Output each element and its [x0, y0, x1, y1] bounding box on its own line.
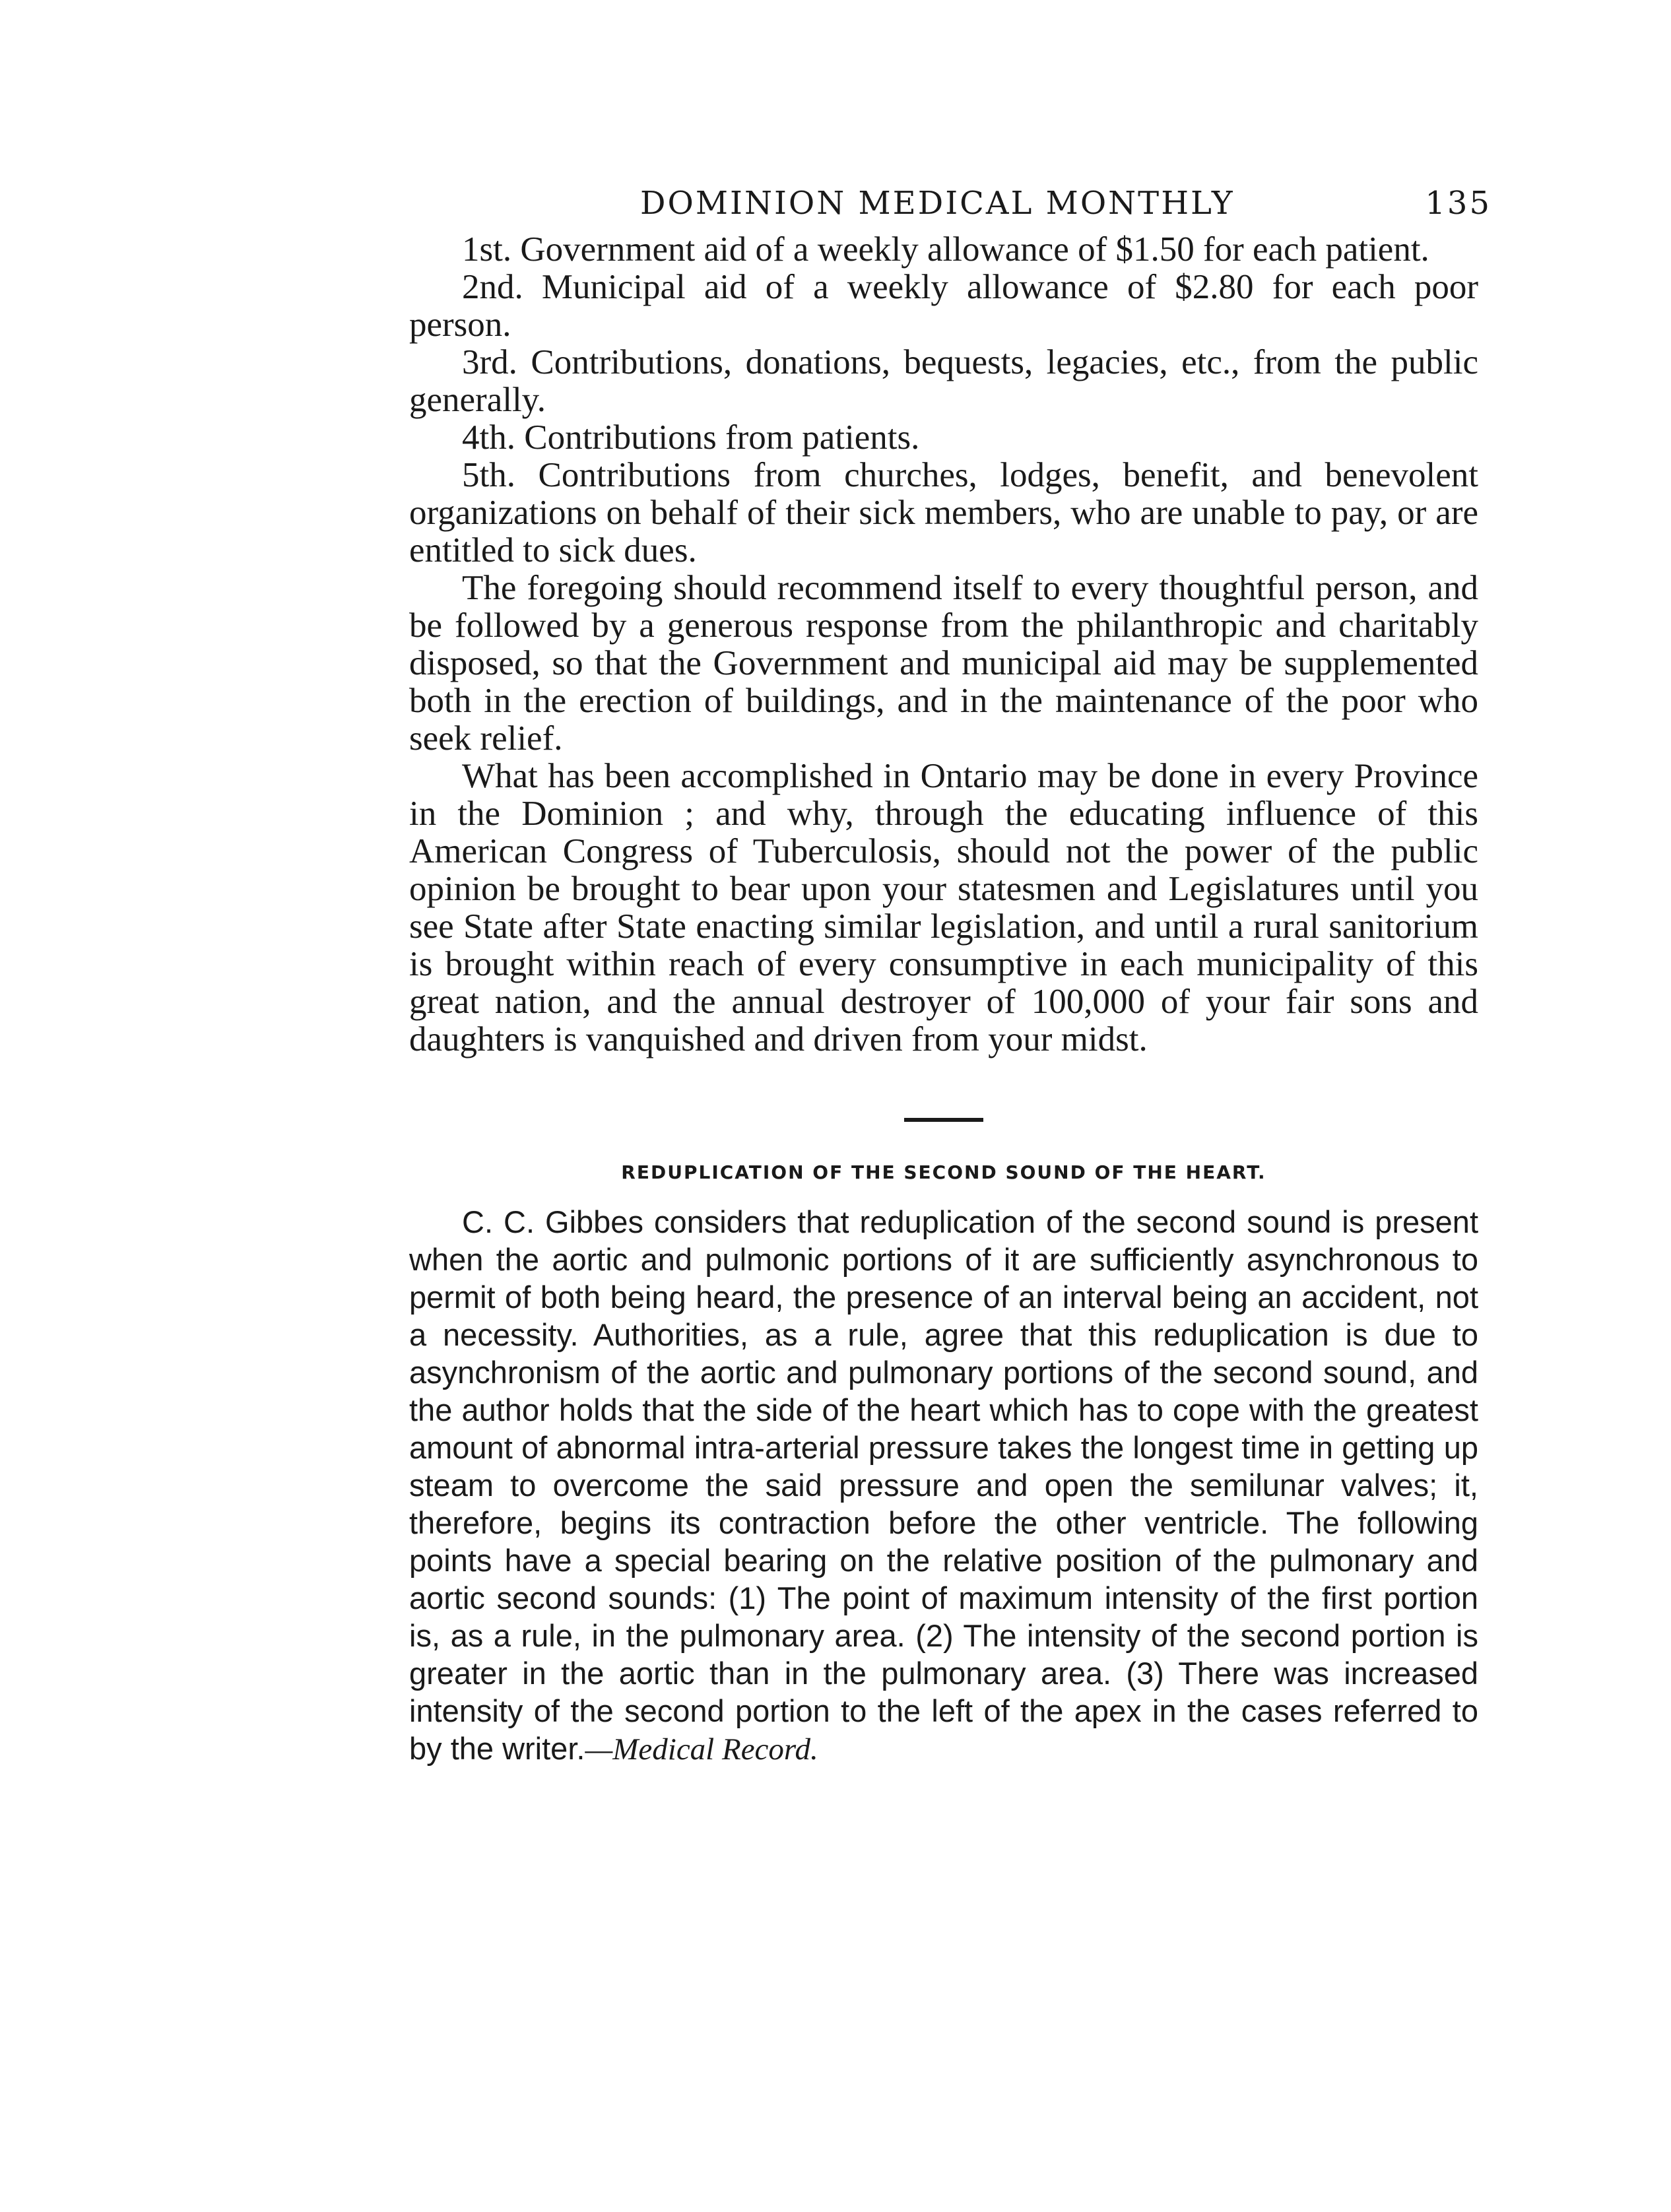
funding-item-4: 4th. Contributions from patients. [462, 418, 920, 457]
journal-title: DOMINION MEDICAL MONTHLY [640, 185, 1235, 222]
funding-item-2: 2nd. Municipal aid of a weekly allowance of $2.80 for each poor person. [409, 268, 1478, 344]
article-body [409, 1203, 1478, 1769]
article-source: —Medical Record. [585, 1732, 818, 1767]
funding-item-1: 1st. Government aid of a weekly allowance of $1.50 for each patient. [462, 230, 1429, 269]
paragraph-recommendation: The foregoing should recommend itself to every thoughtful person, and be followed by a generous response from the philanthropic and charitably disposed, so that the Government and municipal aid may be supplemented both in the erection of buildings, and in the maintenance of the poor who seek relief. [409, 569, 1478, 758]
article-body-text: C. C. Gibbes considers that reduplication of the second sound is present when the aortic and pulmonic portions of it are sufficiently asynchronous to permit of both being heard, the presence of an interval being an accident, not a necessity. Authorities, as a rule, agree that this reduplication is due to asynchronism of the aortic and pulmonary portions of the second sound, and the author holds that the side of the heart which has to cope with the greatest amount of abnormal intra-arterial pressure takes the longest time in getting up steam to overcome the said pressure and open the semilunar valves; it, therefore, begins its contraction before the other ventricle. The following points have a special bearing on the relative position of the pulmonary and aortic second sounds: (1) The point of maximum intensity of the first portion is, as a rule, in the pulmonary area. (2) The intensity of the second portion is greater in the aortic than in the pulmonary area. (3) There was increased intensity of the second portion to the left of the apex in the cases referred to by the writer. [409, 1204, 1478, 1766]
document-page [409, 185, 1491, 1769]
article-heading: REDUPLICATION OF THE SECOND SOUND OF THE HEART. [621, 1161, 1266, 1183]
running-header [409, 185, 1491, 231]
page-number: 135 [1425, 185, 1491, 222]
funding-item-5: 5th. Contributions from churches, lodges, benefit, and benevolent organizations on behalf of their sick members, who are unable to pay, or are entitled to sick dues. [409, 456, 1478, 569]
funding-item-3: 3rd. Contributions, donations, bequests, legacies, etc., from the public generally. [409, 343, 1478, 419]
section-divider [904, 1118, 983, 1122]
paragraph-ontario: What has been accomplished in Ontario may be done in every Province in the Dominion ; and why, through the educating influence of this American Congress of Tuberculosis, should not the power of the public opinion be brought to bear upon your statesmen and Legislatures until you see State after State enacting similar legislation, and until a rural sanitorium is brought within reach of every consumptive in each municipality of this great nation, and the annual destroyer of 100,000 of your fair sons and daughters is vanquished and driven from your midst. [409, 757, 1478, 1058]
